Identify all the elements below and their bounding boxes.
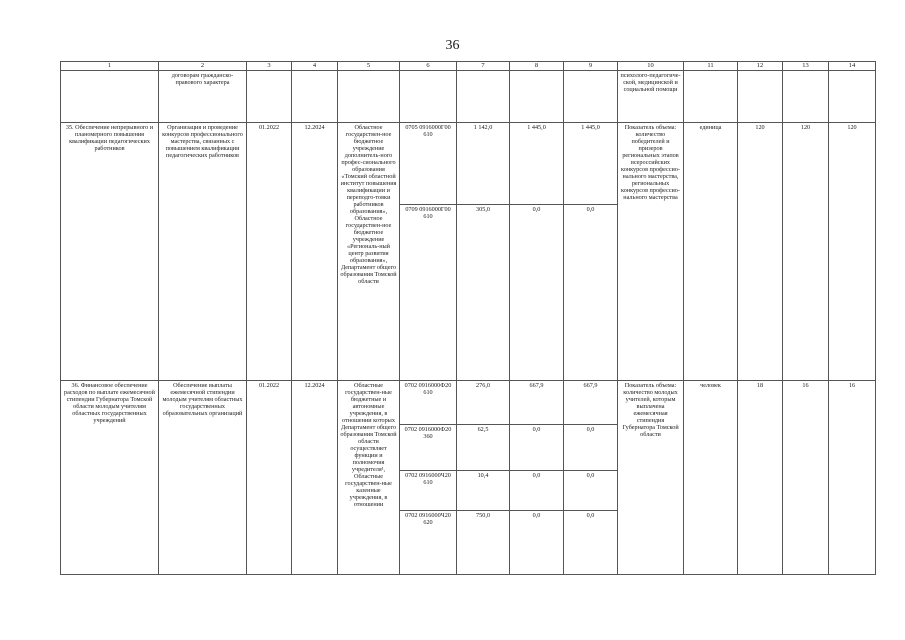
amount-2022: 750,0: [457, 511, 510, 575]
amount-2024: 667,9: [564, 381, 618, 425]
table-cell: [457, 71, 510, 123]
value-2023: 120: [783, 123, 829, 381]
column-number: 3: [247, 62, 292, 71]
table-cell: [292, 71, 338, 123]
task-name: 36. Финансовое обеспечение расходов по выплате ежемесячной стипендии Губернатора Томской области молодым учителям областных государственных учреждений: [61, 381, 159, 575]
table-cell: [684, 71, 738, 123]
amount-2024: 0,0: [564, 205, 618, 381]
indicator: Показатель объема: количество победителей и призеров региональных этапов всероссийских конкурсов профессио-нального мастерства, региональных конкурсов профессио-нального мастерства: [618, 123, 684, 381]
event-name: Организация и проведение конкурсов профессионального мастерства, связанных с повышением квалификации педагогических работников: [159, 123, 247, 381]
end-date: 12.2024: [292, 381, 338, 575]
budget-code: 0705 0916000Г00 610: [400, 123, 457, 205]
budget-code: 0702 0916000Ч20 620: [400, 511, 457, 575]
start-date: 01.2022: [247, 381, 292, 575]
task-name: 35. Обеспечение непрерывного и планомерного повышения квалификации педагогических работников: [61, 123, 159, 381]
value-2022: 120: [738, 123, 783, 381]
amount-2024: 0,0: [564, 471, 618, 511]
amount-2023: 0,0: [510, 471, 564, 511]
value-2024: 16: [829, 381, 876, 575]
column-number: 8: [510, 62, 564, 71]
budget-code: 0709 0916000Г00 610: [400, 205, 457, 381]
table-row: [61, 123, 876, 205]
column-number: 13: [783, 62, 829, 71]
budget-code: 0702 0916000Ф20 360: [400, 425, 457, 471]
value-2022: 18: [738, 381, 783, 575]
table-cell: [738, 71, 783, 123]
table-cell: [510, 71, 564, 123]
value-2023: 16: [783, 381, 829, 575]
column-number: 14: [829, 62, 876, 71]
amount-2024: 0,0: [564, 425, 618, 471]
table-cell: [247, 71, 292, 123]
value-2024: 120: [829, 123, 876, 381]
table-cell: психолого-педагогиче-ской, медицинской и социальной помощи: [618, 71, 684, 123]
column-number: 4: [292, 62, 338, 71]
table-cell: [400, 71, 457, 123]
column-number: 6: [400, 62, 457, 71]
table-row: [61, 381, 876, 425]
column-number: 2: [159, 62, 247, 71]
executor: Областное государствен-ное бюджетное учреждение дополнитель-ного профес-сионального образования «Томский областной институт повышения квалификации и переподго-товки работников образования», Областное государствен-ное бюджетное учреждение «Региональ-ный центр развития образования», Департамент общего образования Томской области: [338, 123, 400, 381]
table-cell: [783, 71, 829, 123]
table-cell: [829, 71, 876, 123]
unit: человек: [684, 381, 738, 575]
table-cell: [338, 71, 400, 123]
amount-2023: 0,0: [510, 425, 564, 471]
table-cell: [564, 71, 618, 123]
column-number: 9: [564, 62, 618, 71]
amount-2022: 62,5: [457, 425, 510, 471]
column-number: 1: [61, 62, 159, 71]
table-cell: [61, 71, 159, 123]
program-table: [60, 61, 876, 575]
amount-2023: 0,0: [510, 511, 564, 575]
page-number: 36: [445, 38, 460, 53]
amount-2023: 0,0: [510, 205, 564, 381]
executor: Областные государствен-ные бюджетные и автономные учреждения, в отношении которых Департамент общего образования Томской области осуществляет функции и полномочия учредителя¹, Областные государствен-ные казенные учреждения, в отношении: [338, 381, 400, 575]
budget-code: 0702 0916000Ф20 610: [400, 381, 457, 425]
event-name: Обеспечение выплаты ежемесячной стипендии молодым учителям областных государственных образовательных организаций: [159, 381, 247, 575]
column-number: 12: [738, 62, 783, 71]
amount-2022: 10,4: [457, 471, 510, 511]
amount-2022: 305,0: [457, 205, 510, 381]
indicator: Показатель объема: количество молодых учителей, которым выплачена ежемесячная стипендия Губернатора Томской области: [618, 381, 684, 575]
amount-2024: 0,0: [564, 511, 618, 575]
header-row: [61, 62, 876, 71]
amount-2023: 667,9: [510, 381, 564, 425]
amount-2022: 276,0: [457, 381, 510, 425]
column-number: 7: [457, 62, 510, 71]
budget-code: 0702 0916000Ч20 610: [400, 471, 457, 511]
column-number: 10: [618, 62, 684, 71]
amount-2023: 1 445,0: [510, 123, 564, 205]
amount-2024: 1 445,0: [564, 123, 618, 205]
column-number: 11: [684, 62, 738, 71]
column-number: 5: [338, 62, 400, 71]
unit: единица: [684, 123, 738, 381]
table-cell: договорам гражданско-правового характера: [159, 71, 247, 123]
start-date: 01.2022: [247, 123, 292, 381]
amount-2022: 1 142,0: [457, 123, 510, 205]
continuation-row: [61, 71, 876, 123]
end-date: 12.2024: [292, 123, 338, 381]
